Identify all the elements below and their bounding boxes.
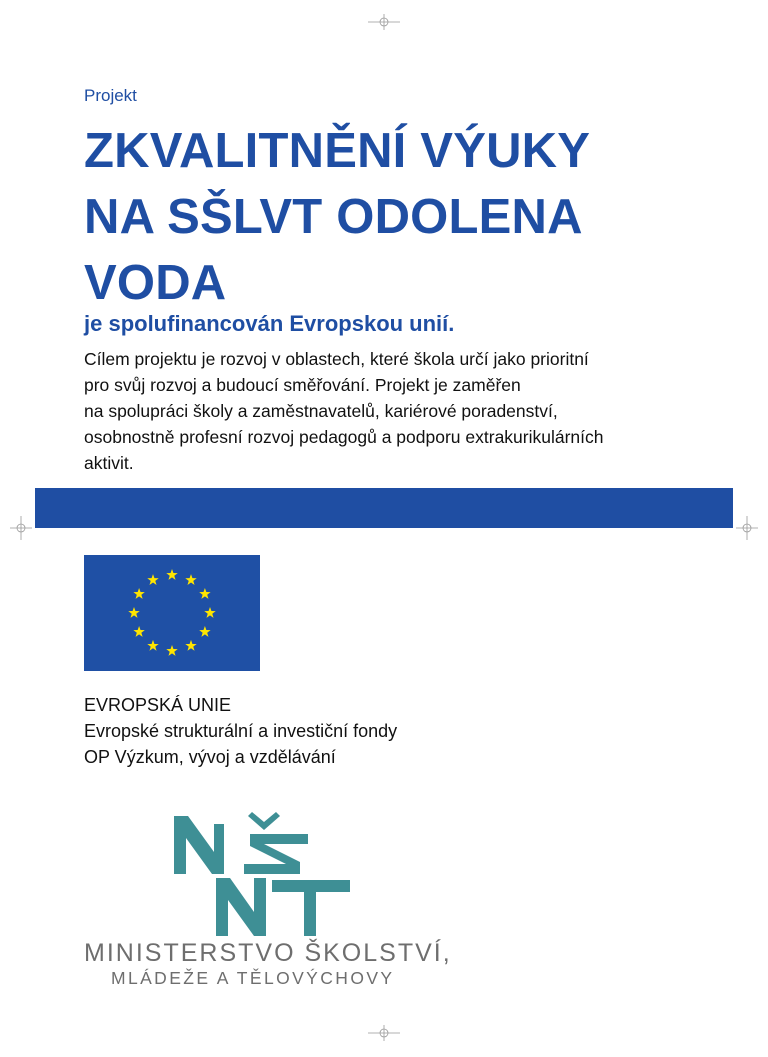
- description-line: Cílem projektu je rozvoj v oblastech, které škola určí jako prioritní: [84, 349, 589, 369]
- msmt-logo-icon: [174, 812, 354, 938]
- eu-funds-name: Evropské strukturální a investiční fondy: [84, 721, 398, 741]
- title-line: VODA: [84, 256, 227, 310]
- ministry-line-2: MLÁDEŽE A TĚLOVÝCHOVY: [111, 968, 395, 988]
- eu-union-name: EVROPSKÁ UNIE: [84, 695, 232, 715]
- description-line: aktivit.: [84, 453, 134, 473]
- title-line: ZKVALITNĚNÍ VÝUKY: [84, 124, 591, 178]
- title-line: NA SŠLVT ODOLENA: [84, 190, 583, 244]
- project-description: [84, 346, 724, 476]
- eu-funding-text: [84, 692, 397, 770]
- description-line: osobnostně profesní rozvoj pedagogů a podporu extrakurikulárních: [84, 427, 604, 447]
- cofinancing-subtitle: je spolufinancován Evropskou unií.: [84, 311, 455, 336]
- description-line: na spolupráci školy a zaměstnavatelů, kariérové poradenství,: [84, 401, 558, 421]
- eu-programme-name: OP Výzkum, vývoj a vzdělávání: [84, 747, 336, 767]
- project-title: [84, 118, 724, 316]
- blue-band: [35, 488, 733, 528]
- eu-flag-icon: [84, 555, 260, 671]
- ministry-name: [84, 939, 504, 989]
- description-line: pro svůj rozvoj a budoucí směřování. Projekt je zaměřen: [84, 375, 521, 395]
- ministry-line-1: MINISTERSTVO ŠKOLSTVÍ,: [84, 939, 452, 967]
- project-label: Projekt: [84, 86, 137, 105]
